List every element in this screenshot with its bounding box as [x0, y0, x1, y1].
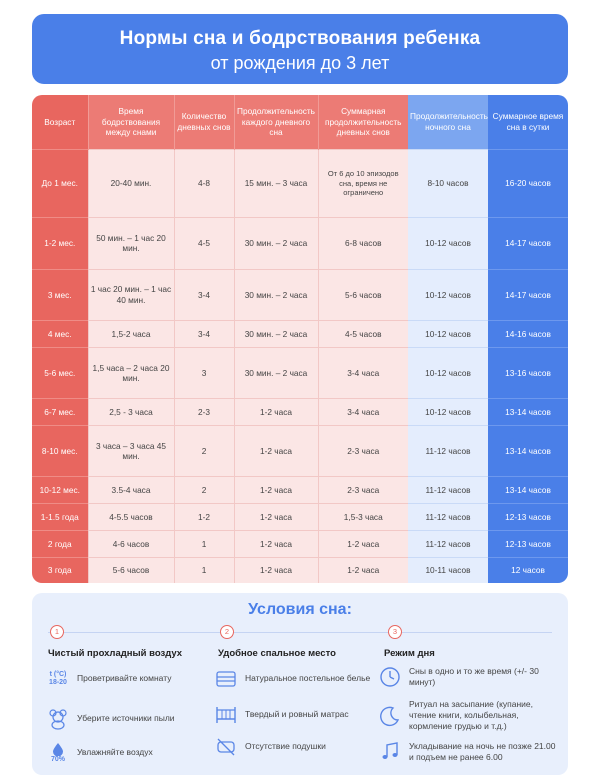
naps-count-cell: 2-3	[174, 399, 234, 426]
age-cell: 8-10 мес.	[32, 425, 88, 476]
nap-duration-cell: 1-2 часа	[234, 530, 318, 557]
crib-icon	[214, 703, 238, 727]
clock-icon	[378, 665, 402, 689]
age-cell: 1-1.5 года	[32, 504, 88, 531]
step-number-2: 2	[220, 625, 234, 639]
header-total-sleep: Суммарное время сна в сутки	[488, 95, 568, 149]
age-cell: 3 мес.	[32, 269, 88, 320]
naps-count-cell: 1	[174, 557, 234, 583]
naps-count-cell: 3	[174, 347, 234, 398]
naps-count-cell: 3-4	[174, 320, 234, 347]
age-cell: 10-12 мес.	[32, 477, 88, 504]
condition-item: Сны в одно и то же время (+/- 30 минут)	[378, 665, 562, 689]
wake-time-cell: 3 часа – 3 часа 45 мин.	[88, 425, 174, 476]
condition-item: t (°C) 18-20 Проветривайте комнату	[46, 667, 196, 691]
table-row	[32, 504, 568, 531]
age-cell: 2 года	[32, 530, 88, 557]
condition-item: Отсутствие подушки	[214, 735, 374, 759]
no-pillow-icon	[214, 735, 238, 759]
condition-item: Твердый и ровный матрас	[214, 703, 374, 727]
naps-count-cell: 1-2	[174, 504, 234, 531]
total-sleep-cell: 13-14 часов	[488, 477, 568, 504]
naps-count-cell: 4-5	[174, 218, 234, 269]
nap-duration-cell: 1-2 часа	[234, 399, 318, 426]
thermometer-icon: t (°C) 18-20	[49, 670, 67, 686]
naps-count-cell: 1	[174, 530, 234, 557]
naps-count-cell: 2	[174, 425, 234, 476]
header-night-sleep: Продолжительность ночного сна	[408, 95, 488, 149]
table-row	[32, 557, 568, 583]
teddy-bear-icon	[46, 707, 70, 731]
night-sleep-cell: 10-11 часов	[408, 557, 488, 583]
step-number-3: 3	[388, 625, 402, 639]
total-nap-cell: 3-4 часа	[318, 399, 408, 426]
age-cell: 6-7 мес.	[32, 399, 88, 426]
age-cell: 4 мес.	[32, 320, 88, 347]
nap-duration-cell: 1-2 часа	[234, 504, 318, 531]
night-sleep-cell: 11-12 часов	[408, 530, 488, 557]
column-title-bed: Удобное спальное место	[218, 648, 336, 659]
page-title: Нормы сна и бодрствования ребенка	[119, 28, 481, 49]
title-banner	[32, 14, 568, 84]
sleep-conditions-panel	[32, 593, 568, 775]
total-sleep-cell: 16-20 часов	[488, 149, 568, 218]
wake-time-cell: 5-6 часов	[88, 557, 174, 583]
wake-time-cell: 50 мин. – 1 час 20 мин.	[88, 218, 174, 269]
music-note-icon	[378, 740, 402, 764]
total-nap-cell: 1,5-3 часа	[318, 504, 408, 531]
naps-count-cell: 2	[174, 477, 234, 504]
wake-time-cell: 1,5 часа – 2 часа 20 мин.	[88, 347, 174, 398]
total-nap-cell: 5-6 часов	[318, 269, 408, 320]
night-sleep-cell: 10-12 часов	[408, 399, 488, 426]
header-nap-duration: Продолжительность каждого дневного сна	[234, 95, 318, 149]
header-total-nap: Суммарная продолжительность дневных снов	[318, 95, 408, 149]
age-cell: 1-2 мес.	[32, 218, 88, 269]
wake-time-cell: 20-40 мин.	[88, 149, 174, 218]
column-title-air: Чистый прохладный воздух	[48, 648, 183, 659]
total-sleep-cell: 14-17 часов	[488, 269, 568, 320]
night-sleep-cell: 11-12 часов	[408, 477, 488, 504]
total-nap-cell: 2-3 часа	[318, 425, 408, 476]
condition-item: Укладывание на ночь не позже 21.00 и подъем не ранее 6.00	[378, 740, 562, 764]
wake-time-cell: 2,5 - 3 часа	[88, 399, 174, 426]
wake-time-cell: 1 час 20 мин. – 1 час 40 мин.	[88, 269, 174, 320]
total-nap-cell: 2-3 часа	[318, 477, 408, 504]
night-sleep-cell: 10-12 часов	[408, 269, 488, 320]
night-sleep-cell: 8-10 часов	[408, 149, 488, 218]
header-age: Возраст	[32, 95, 88, 149]
header-wake-time: Время бодрствования между снами	[88, 95, 174, 149]
total-sleep-cell: 12 часов	[488, 557, 568, 583]
total-nap-cell: 3-4 часа	[318, 347, 408, 398]
table-row	[32, 149, 568, 218]
sleep-norms-table	[32, 95, 568, 583]
column-title-routine: Режим дня	[384, 648, 435, 659]
total-nap-cell: От 6 до 10 эпизодов сна, время не ограничено	[318, 149, 408, 218]
table-row	[32, 425, 568, 476]
conditions-title: Условия сна:	[248, 601, 352, 618]
age-cell: До 1 мес.	[32, 149, 88, 218]
total-sleep-cell: 12-13 часов	[488, 530, 568, 557]
nap-duration-cell: 30 мин. – 2 часа	[234, 218, 318, 269]
total-sleep-cell: 14-17 часов	[488, 218, 568, 269]
wake-time-cell: 3.5-4 часа	[88, 477, 174, 504]
total-nap-cell: 4-5 часов	[318, 320, 408, 347]
nap-duration-cell: 30 мин. – 2 часа	[234, 269, 318, 320]
total-nap-cell: 6-8 часов	[318, 218, 408, 269]
total-nap-cell: 1-2 часа	[318, 557, 408, 583]
page-subtitle: от рождения до 3 лет	[210, 53, 390, 73]
nap-duration-cell: 15 мин. – 3 часа	[234, 149, 318, 218]
night-sleep-cell: 11-12 часов	[408, 504, 488, 531]
nap-duration-cell: 30 мин. – 2 часа	[234, 347, 318, 398]
night-sleep-cell: 10-12 часов	[408, 218, 488, 269]
total-nap-cell: 1-2 часа	[318, 530, 408, 557]
condition-item: 70% Увлажняйте воздух	[46, 741, 196, 765]
table-row	[32, 347, 568, 398]
wake-time-cell: 4-6 часов	[88, 530, 174, 557]
age-cell: 3 года	[32, 557, 88, 583]
total-sleep-cell: 13-14 часов	[488, 425, 568, 476]
wake-time-cell: 1,5-2 часа	[88, 320, 174, 347]
night-sleep-cell: 10-12 часов	[408, 347, 488, 398]
total-sleep-cell: 14-16 часов	[488, 320, 568, 347]
naps-count-cell: 4-8	[174, 149, 234, 218]
condition-item: Натуральное постельное белье	[214, 667, 374, 691]
total-sleep-cell: 12-13 часов	[488, 504, 568, 531]
moon-icon	[378, 704, 402, 728]
condition-item: Ритуал на засыпание (купание, чтение книги, колыбельная, кормление грудью и т.д.)	[378, 699, 562, 732]
table-row	[32, 477, 568, 504]
divider	[48, 632, 552, 633]
total-sleep-cell: 13-14 часов	[488, 399, 568, 426]
water-drop-icon: 70%	[46, 741, 70, 765]
table-row	[32, 399, 568, 426]
nap-duration-cell: 1-2 часа	[234, 557, 318, 583]
naps-count-cell: 3-4	[174, 269, 234, 320]
night-sleep-cell: 10-12 часов	[408, 320, 488, 347]
total-sleep-cell: 13-16 часов	[488, 347, 568, 398]
table-row	[32, 320, 568, 347]
nap-duration-cell: 30 мин. – 2 часа	[234, 320, 318, 347]
header-naps-count: Количество дневных снов	[174, 95, 234, 149]
table-row	[32, 218, 568, 269]
condition-item: Уберите источники пыли	[46, 707, 196, 731]
table-row	[32, 530, 568, 557]
nap-duration-cell: 1-2 часа	[234, 425, 318, 476]
age-cell: 5-6 мес.	[32, 347, 88, 398]
step-number-1: 1	[50, 625, 64, 639]
table-header-row	[32, 95, 568, 149]
nap-duration-cell: 1-2 часа	[234, 477, 318, 504]
wake-time-cell: 4-5.5 часов	[88, 504, 174, 531]
table-row	[32, 269, 568, 320]
bed-linen-icon	[214, 667, 238, 691]
night-sleep-cell: 11-12 часов	[408, 425, 488, 476]
